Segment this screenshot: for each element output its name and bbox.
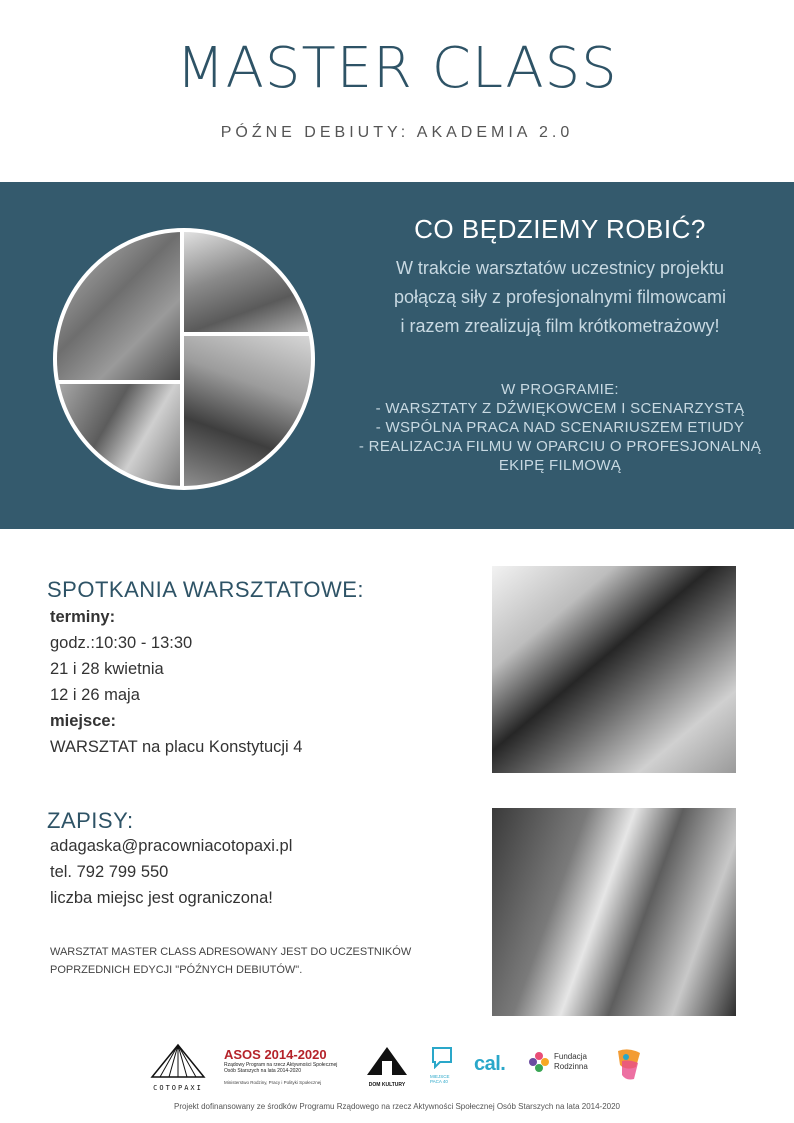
asos-title: ASOS 2014-2020 [224,1047,327,1062]
meetings-heading: SPOTKANIA WARSZTATOWE: [47,577,364,602]
colorful-logo [614,1047,644,1083]
hours-text: godz.:10:30 - 13:30 [50,634,193,652]
program-list [325,380,794,475]
place-text: WARSZTAT na placu Konstytucji 4 [50,738,303,756]
limit-text: liczba miejsc jest ograniczona! [50,889,273,907]
miejsce-text: MIEJSCE [430,1074,450,1079]
program-heading: W PROGRAMIE: [501,381,619,398]
collage-photo-woman-camera [57,232,180,380]
signup-info [50,833,292,911]
dates-april: 21 i 28 kwietnia [50,660,164,678]
collage-photo-group [57,384,180,486]
program-item: - WSPÓLNA PRACA NAD SCENARIUSZEM ETIUDY [375,419,745,436]
miejsce-logo [430,1045,460,1084]
signup-heading: ZAPISY: [47,808,134,833]
photo-film-set [492,808,736,1016]
photo-cameraman [492,566,736,773]
collage-photo-tripod [184,232,311,332]
miejsce-text: PACA 40 [430,1079,448,1084]
fundacja-flower-icon [528,1051,550,1073]
band-paragraph-line: i razem zrealizują film krótkometrażowy! [400,316,720,336]
cotopaxi-logo [150,1043,206,1092]
house-icon [365,1045,409,1077]
cal-logo: cal. [474,1053,506,1075]
cotopaxi-text: COTOPAXI [153,1084,203,1092]
colorful-shape-icon [614,1047,644,1083]
dom-kultury-text: DOM KULTURY [368,1082,406,1088]
terms-label: terminy: [50,608,116,626]
place-label: miejsce: [50,712,117,730]
partner-logos [140,1043,660,1093]
band-paragraph [340,254,780,341]
email-link[interactable]: adagaska@pracowniacotopaxi.pl [50,837,293,855]
notice-text [50,943,450,979]
notice-line: POPRZEDNICH EDYCJI "PÓŹNYCH DEBIUTÓW". [50,964,303,976]
page-subtitle: PÓŹNE DEBIUTY: AKADEMIA 2.0 [220,124,574,141]
collage-photo-men [184,336,311,486]
fundacja-text: Rodzinna [554,1062,588,1071]
cotopaxi-mountain-icon [150,1043,206,1079]
dates-may: 12 i 26 maja [50,686,140,704]
asos-line: Rządowy Program na rzecz Aktywności Społecznej [224,1062,338,1068]
dom-kultury-logo [365,1045,409,1089]
page-title: MASTER CLASS [176,36,618,101]
asos-ministry: Ministerstwo Rodziny, Pracy i Polityki Społecznej [224,1080,322,1085]
notice-line: WARSZTAT MASTER CLASS ADRESOWANY JEST DO UCZESTNIKÓW [50,946,412,958]
band-paragraph-line: W trakcie warsztatów uczestnicy projektu [395,258,725,278]
asos-line: Osób Starszych na lata 2014-2020 [224,1068,301,1074]
program-item: EKIPĘ FILMOWĄ [498,457,622,474]
program-item: - WARSZTATY Z DŹWIĘKOWCEM I SCENARZYSTĄ [375,400,745,417]
meetings-info [50,604,302,760]
fundacja-text: Fundacja [554,1052,587,1061]
footer-text: Projekt dofinansowany ze środków Programu Rządowego na rzecz Aktywności Społecznej Osób Starszych na lata 2014-2020 [173,1102,620,1111]
program-item: - REALIZACJA FILMU W OPARCIU O PROFESJONALNĄ [358,438,762,455]
speech-bubble-icon [430,1045,454,1069]
photo-collage [53,228,315,490]
phone-text: tel. 792 799 550 [50,863,169,881]
band-paragraph-line: połączą siły z profesjonalnymi filmowcami [393,287,727,307]
band-heading: CO BĘDZIEMY ROBIĆ? [414,214,706,244]
asos-logo [224,1047,350,1085]
